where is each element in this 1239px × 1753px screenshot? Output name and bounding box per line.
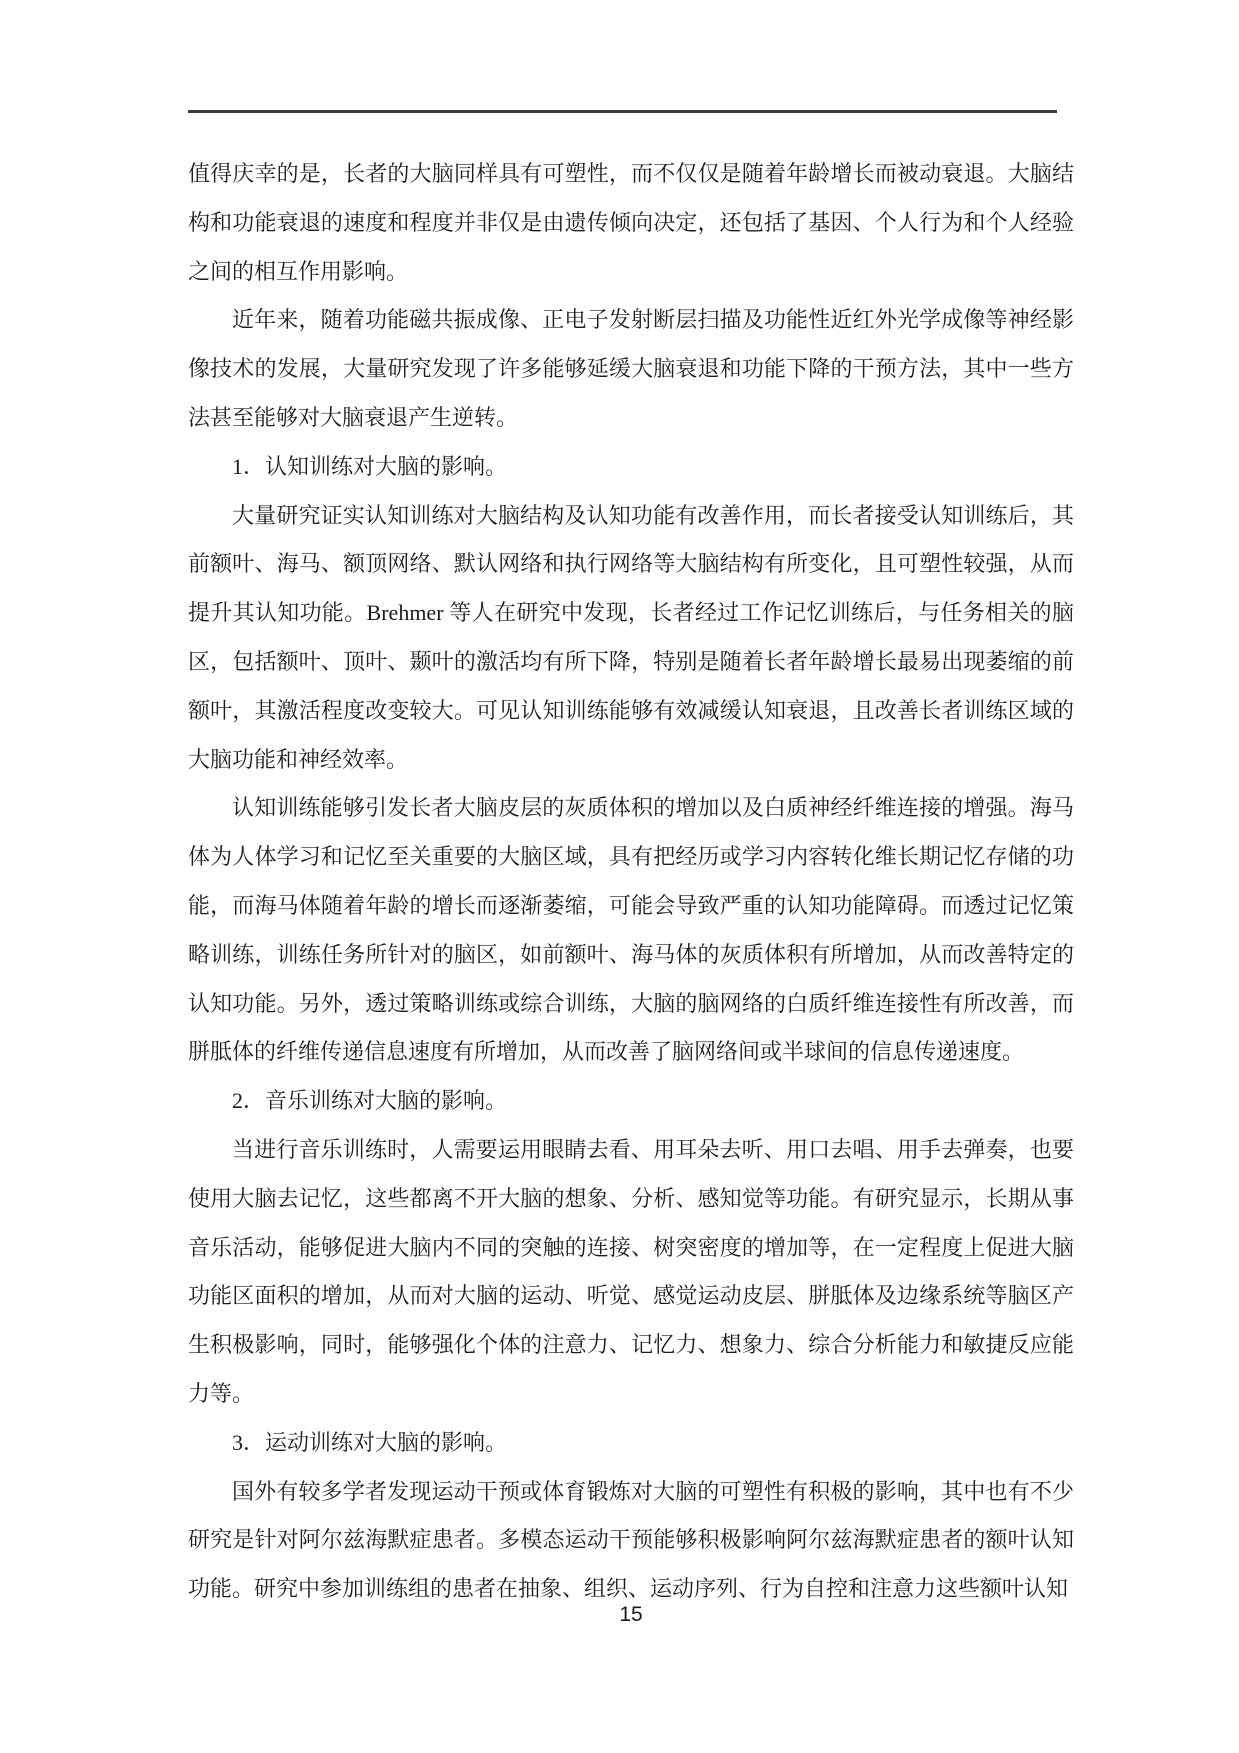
paragraph: 近年来，随着功能磁共振成像、正电子发射断层扫描及功能性近红外光学成像等神经影像技术的发展，大量研究发现了许多能够延缓大脑衰退和功能下降的干预方法，其中一些方法甚至能够对大脑衰退产生逆转。 xyxy=(188,307,1074,430)
document-body xyxy=(188,150,1074,1614)
paragraph: 当进行音乐训练时，人需要运用眼睛去看、用耳朵去听、用口去唱、用手去弹奏，也要使用大脑去记忆，这些都离不开大脑的想象、分析、感知觉等功能。有研究显示，长期从事音乐活动，能够促进大脑内不同的突触的连接、树突密度的增加等，在一定程度上促进大脑功能区面积的增加，从而对大脑的运动、听觉、感觉运动皮层、胼胝体及边缘系统等脑区产生积极影响，同时，能够强化个体的注意力、记忆力、想象力、综合分析能力和敏捷反应能力等。 xyxy=(188,1136,1074,1406)
paragraph: 1．认知训练对大脑的影响。 xyxy=(232,453,508,479)
paragraph: 值得庆幸的是，长者的大脑同样具有可塑性，而不仅仅是随着年龄增长而被动衰退。大脑结构和功能衰退的速度和程度并非仅是由遗传倾向决定，还包括了基因、个人行为和个人经验之间的相互作用影响。 xyxy=(188,161,1074,284)
paragraph: 3．运动训练对大脑的影响。 xyxy=(232,1429,508,1455)
paragraph: 大量研究证实认知训练对大脑结构及认知功能有改善作用，而长者接受认知训练后，其前额叶、海马、额顶网络、默认网络和执行网络等大脑结构有所变化，且可塑性较强，从而提升其认知功能。Brehmer 等人在研究中发现，长者经过工作记忆训练后，与任务相关的脑区，包括额叶、顶叶、颞叶的激活均有所下降，特别是随着长者年龄增长最易出现萎缩的前额叶，其激活程度改变较大。可见认知训练能够有效减缓认知衰退，且改善长者训练区域的大脑功能和神经效率。 xyxy=(188,502,1074,772)
paragraph: 认知训练能够引发长者大脑皮层的灰质体积的增加以及白质神经纤维连接的增强。海马体为人体学习和记忆至关重要的大脑区域，具有把经历或学习内容转化维长期记忆存储的功能，而海马体随着年龄的增长而逐渐萎缩，可能会导致严重的认知功能障碍。而透过记忆策略训练，训练任务所针对的脑区，如前额叶、海马体的灰质体积有所增加，从而改善特定的认知功能。另外，透过策略训练或综合训练，大脑的脑网络的白质纤维连接性有所改善，而胼胝体的纤维传递信息速度有所增加，从而改善了脑网络间或半球间的信息传递速度。 xyxy=(188,795,1074,1065)
paragraph: 国外有较多学者发现运动干预或体育锻炼对大脑的可塑性有积极的影响，其中也有不少研究是针对阿尔兹海默症患者。多模态运动干预能够积极影响阿尔兹海默症患者的额叶认知功能。研究中参加训练组的患者在抽象、组织、运动序列、行为自控和注意力这些额叶认知 xyxy=(188,1478,1074,1602)
header-rule xyxy=(188,110,1057,113)
page-number: 15 xyxy=(619,1603,643,1626)
paragraph: 2．音乐训练对大脑的影响。 xyxy=(232,1088,508,1114)
